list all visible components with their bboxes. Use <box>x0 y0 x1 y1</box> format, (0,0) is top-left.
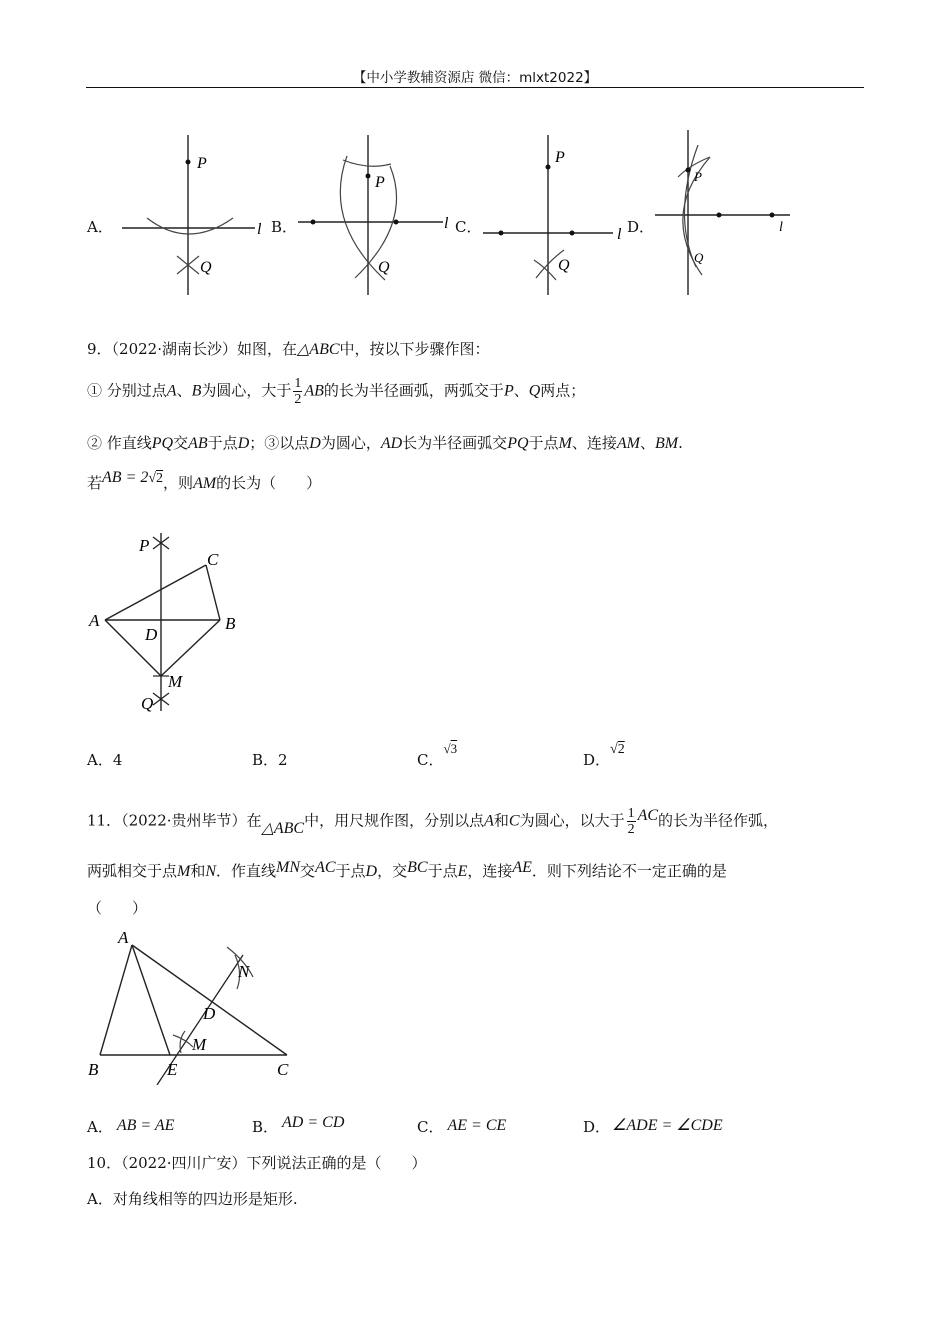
q9-triangle: △ABC <box>297 341 340 358</box>
q8-figure-b <box>295 130 460 300</box>
q8-figure-a <box>115 130 275 300</box>
q8b-p-label: P <box>375 174 385 191</box>
svg-text:E: E <box>167 1060 178 1079</box>
q9-stem-line1 <box>87 338 490 359</box>
svg-text:Q: Q <box>141 694 154 713</box>
svg-text:M: M <box>168 672 183 691</box>
q10-option-a[interactable]: A．对角线相等的四边形是矩形. <box>87 1190 298 1208</box>
q8a-q-label: Q <box>200 259 212 276</box>
q8b-q-label: Q <box>378 259 390 276</box>
q8d-l-label: l <box>779 220 783 235</box>
q9-intro-tail: 中，按以下步骤作图： <box>339 340 490 358</box>
svg-text:D: D <box>203 1004 216 1023</box>
q10-stem: 10．（2022·四川广安）下列说法正确的是（ ） <box>87 1154 427 1172</box>
q11-option-b[interactable]: B． AD = CD <box>252 1114 345 1136</box>
q9-number: 9． <box>87 340 112 358</box>
q9-figure <box>85 525 255 720</box>
q8-option-d-label[interactable]: D． <box>627 218 655 236</box>
q8c-q-label: Q <box>558 257 570 274</box>
q8b-l-label: l <box>444 215 449 232</box>
svg-text:B: B <box>225 614 236 633</box>
q9-option-b[interactable]: B．2 <box>252 751 288 769</box>
q11-stem-line1: 11．（2022·贵州毕节）在△ABC中，用尺规作图，分别以点A和C为圆心，以大于 $\frac{1}{2}$ AC的长为半径作弧， <box>87 806 779 837</box>
q11-option-d[interactable]: D． ∠ADE = ∠CDE <box>583 1117 723 1136</box>
q9-option-c[interactable]: C．√3 <box>417 741 458 769</box>
q8d-q-label: Q <box>694 250 704 265</box>
q11-option-c[interactable]: C． AE = CE <box>417 1117 507 1136</box>
q9-step2: ② 作直线PQ交AB于点D；③以点D为圆心，AD长为半径画弧交PQ于点M、连接AM、BM. <box>87 434 683 452</box>
q9-half-fraction: $\frac{1}{2}$ <box>294 376 302 407</box>
q8c-p-label: P <box>555 149 565 166</box>
q11-stem-line2: 两弧相交于点M和N．作直线MN交AC于点D，交BC于点E，连接AE．则下列结论不一定正确的是 <box>87 859 727 880</box>
q8c-l-label: l <box>617 226 622 243</box>
svg-text:P: P <box>139 536 150 555</box>
svg-text:A: A <box>118 928 129 947</box>
q8a-p-label: P <box>197 155 207 172</box>
q9-condition: 若AB = 2√2，则AM的长为（ ） <box>87 469 322 492</box>
q8-figure-d <box>650 125 810 300</box>
q8-option-c-label[interactable]: C． <box>455 218 482 236</box>
q9-option-a[interactable]: A．4 <box>87 751 123 769</box>
q9-step1: ① 分别过点A、B为圆心，大于 $\frac{1}{2}$ AB的长为半径画弧，两弧交于P、Q两点； <box>87 376 586 407</box>
q9-option-d[interactable]: D．√2 <box>583 742 625 769</box>
svg-text:M: M <box>192 1035 207 1054</box>
svg-text:B: B <box>88 1060 99 1079</box>
svg-text:D: D <box>145 625 158 644</box>
svg-text:A: A <box>89 611 100 630</box>
header-rule <box>86 87 864 88</box>
svg-text:C: C <box>277 1060 289 1079</box>
q8-figure-c <box>480 130 630 300</box>
q9-source: （2022·湖南长沙）如图，在 <box>111 340 297 358</box>
svg-text:C: C <box>207 550 219 569</box>
q8-option-b-label[interactable]: B． <box>271 218 298 236</box>
svg-text:N: N <box>238 962 250 981</box>
q11-blank: （ ） <box>87 899 148 917</box>
q8-option-a-label[interactable]: A． <box>87 218 113 236</box>
q11-half-fraction: $\frac{1}{2}$ <box>627 806 635 837</box>
q8d-p-label: P <box>694 169 702 184</box>
q11-figure <box>85 925 305 1085</box>
q8a-l-label: l <box>257 221 262 238</box>
page-header: 【中小学教辅资源店 微信：mlxt2022】 <box>352 70 598 86</box>
q11-option-a[interactable]: A． AB = AE <box>87 1117 175 1136</box>
